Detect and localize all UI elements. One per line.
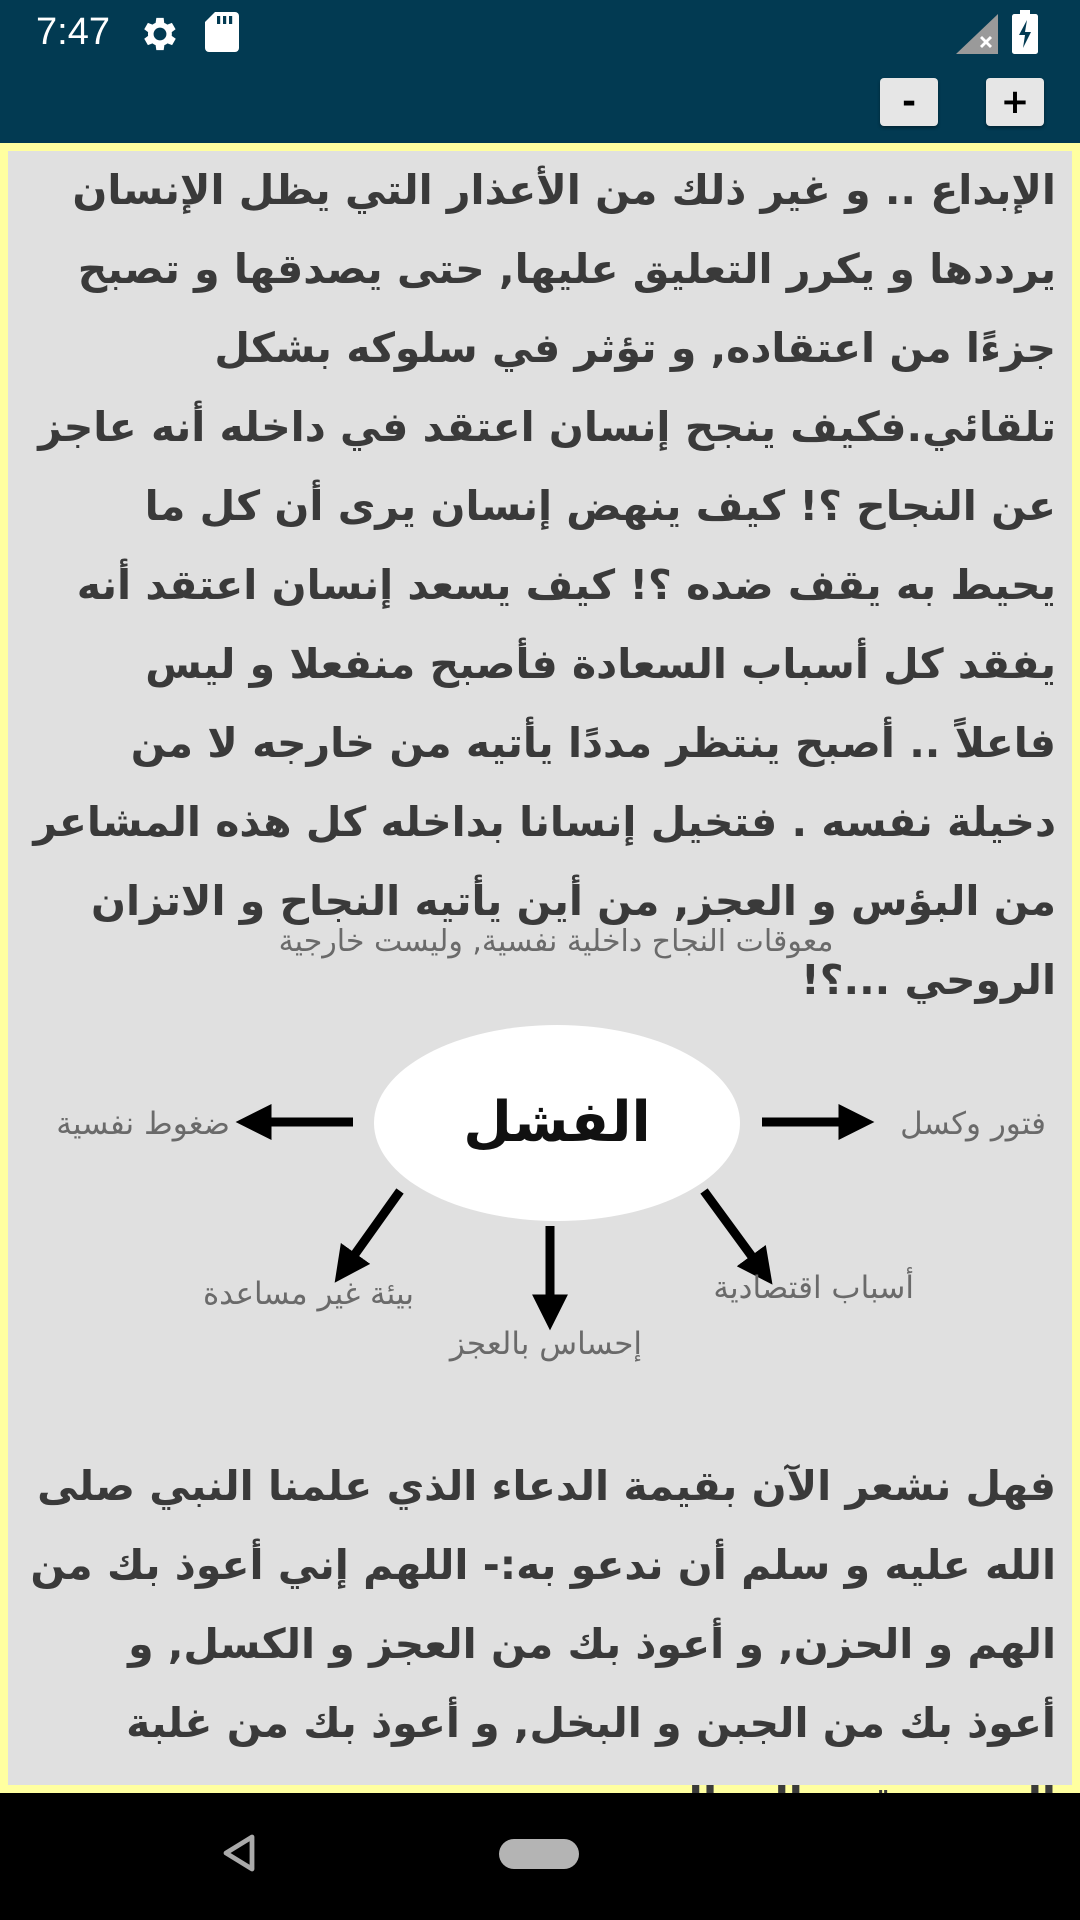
status-time: 7:47 (36, 11, 110, 53)
arrow-bottom-right (704, 1191, 764, 1273)
back-icon[interactable] (222, 1833, 256, 1873)
diagram-left-label: ضغوط نفسية (56, 1106, 230, 1142)
sd-card-icon (205, 12, 239, 56)
diagram-bottom-left-label: بيئة غير مساعدة (202, 1276, 414, 1312)
diagram-bottom-right-label: أسباب اقتصادية (713, 1270, 914, 1306)
gear-icon (138, 12, 182, 60)
article-paragraph: الإبداع .. و غير ذلك من الأعذار التي يظل الإنسان يرددها و يكرر التعليق عليها, حتى يصدقها و تصبح جزءًا من اعتقاده, و تؤثر في سلوكه بشكل تلقائي.فكيف ينجح إنسان اعتقد في داخله أنه عاجز عن النجاح ؟! كيف ينهض إنسان يرى أن كل ما يحيط به يقف ضده ؟! كيف يسعد إنسان اعتقد أنه يفقد كل أسباب السعادة فأصبح منفعلا و ليس فاعلاً .. أصبح ينتظر مددًا يأتيه من خارجه لا من دخيلة نفسه . فتخيل إنسانا بداخله كل هذه المشاعر من البؤس و العجز, من أين يأتيه النجاح و الاتزان الروحي ...؟! (33, 166, 1056, 1004)
article-scroll-area[interactable] (8, 151, 1072, 1785)
arrow-bottom-left (343, 1191, 400, 1271)
app-top-bar (0, 0, 1080, 143)
failure-diagram (8, 891, 1072, 1361)
zoom-out-button[interactable]: - (880, 78, 938, 126)
diagram-right-label: فتور وكسل (900, 1106, 1046, 1142)
signal-off-icon (956, 14, 998, 58)
article-paragraph: فهل نشعر الآن بقيمة الدعاء الذي علمنا النبي صلى الله عليه و سلم أن ندعو به:- اللهم إني أعوذ بك من الهم و الحزن, و أعوذ بك من العجز و الكسل, و أعوذ بك من الجبن و البخل, و أعوذ بك من غلبة (30, 1462, 1056, 1747)
diagram-center-label: الفشل (463, 1090, 651, 1155)
home-pill-icon[interactable] (499, 1839, 579, 1869)
diagram-bottom-center-label: إحساس بالعجز (449, 1326, 642, 1362)
system-nav-bar (0, 1793, 1080, 1920)
zoom-in-button[interactable]: + (986, 78, 1044, 126)
battery-charging-icon (1012, 10, 1038, 58)
diagram-title: معوقات النجاح داخلية نفسية, وليست خارجية (278, 924, 834, 959)
content-frame (0, 143, 1080, 1793)
